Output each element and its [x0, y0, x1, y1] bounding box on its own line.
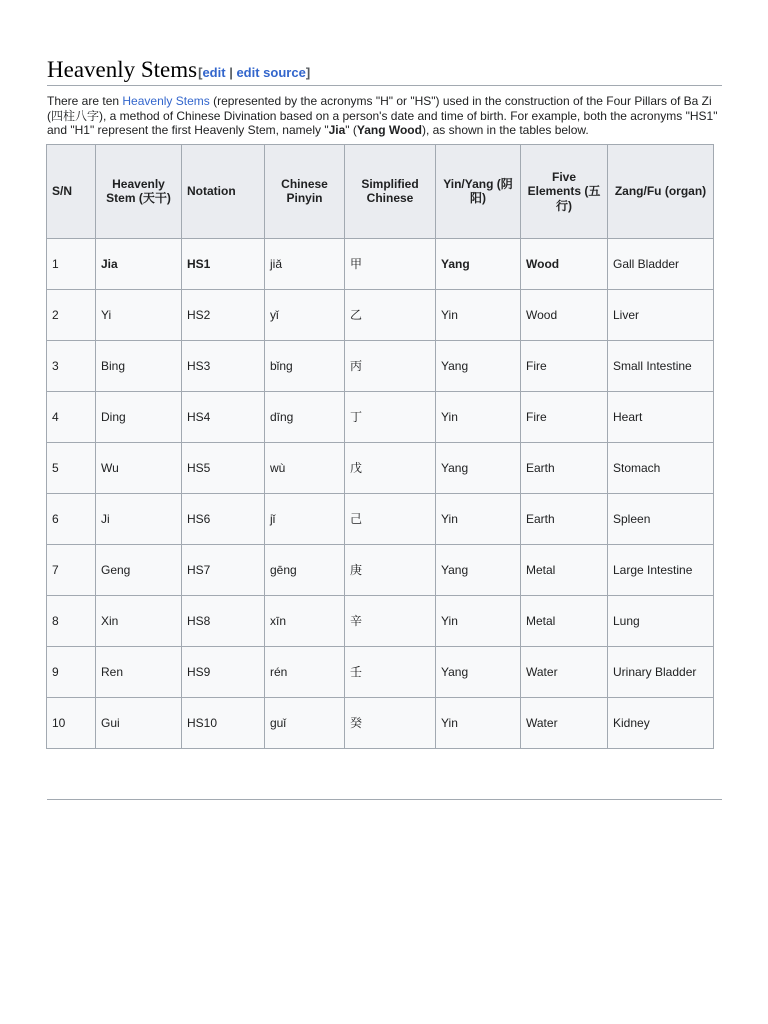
cell-element: Fire — [521, 340, 608, 391]
cell-organ: Stomach — [608, 442, 714, 493]
cell-pinyin: yǐ — [265, 289, 345, 340]
cell-notation: HS10 — [182, 697, 265, 748]
cell-pinyin: rén — [265, 646, 345, 697]
cell-notation: HS1 — [182, 238, 265, 289]
section-title: Heavenly Stems — [47, 57, 198, 82]
cell-pinyin: bǐng — [265, 340, 345, 391]
cell-sn: 4 — [47, 391, 96, 442]
cell-pinyin: guǐ — [265, 697, 345, 748]
cell-yin-yang: Yin — [436, 493, 521, 544]
cell-stem: Gui — [96, 697, 182, 748]
cell-stem: Jia — [96, 238, 182, 289]
cell-notation: HS5 — [182, 442, 265, 493]
cell-yin-yang: Yang — [436, 238, 521, 289]
cell-notation: HS8 — [182, 595, 265, 646]
table-row — [47, 544, 714, 595]
edit-separator: | — [225, 65, 237, 80]
intro-text-3: " ( — [345, 123, 357, 138]
cell-yin-yang: Yang — [436, 544, 521, 595]
cell-yin-yang: Yin — [436, 595, 521, 646]
cell-sn: 6 — [47, 493, 96, 544]
cell-notation: HS6 — [182, 493, 265, 544]
cell-notation: HS3 — [182, 340, 265, 391]
edit-source-link[interactable]: edit source — [236, 65, 306, 80]
cell-organ: Urinary Bladder — [608, 646, 714, 697]
cell-simplified: 乙 — [345, 289, 436, 340]
intro-bold-jia: Jia — [328, 123, 346, 138]
cell-stem: Ding — [96, 391, 182, 442]
cell-organ: Small Intestine — [608, 340, 714, 391]
header-heavenly-stem-label: Heavenly Stem (天干) — [106, 176, 171, 206]
cell-element: Fire — [521, 391, 608, 442]
heavenly-stems-table — [46, 144, 714, 749]
intro-paragraph — [47, 94, 719, 138]
section-divider — [47, 799, 722, 800]
header-heavenly-stem — [96, 144, 182, 238]
cell-simplified: 丁 — [345, 391, 436, 442]
cell-yin-yang: Yang — [436, 646, 521, 697]
cell-stem: Ren — [96, 646, 182, 697]
cell-stem: Bing — [96, 340, 182, 391]
cell-sn: 3 — [47, 340, 96, 391]
cell-stem: Xin — [96, 595, 182, 646]
cell-element: Water — [521, 697, 608, 748]
cell-element: Earth — [521, 493, 608, 544]
header-pinyin-label: Chinese Pinyin — [281, 176, 328, 206]
header-zang-fu-label: Zang/Fu (organ) — [614, 184, 707, 199]
cell-yin-yang: Yang — [436, 340, 521, 391]
table-row — [47, 493, 714, 544]
cell-simplified: 甲 — [345, 238, 436, 289]
table-header-row — [47, 144, 714, 238]
cell-notation: HS9 — [182, 646, 265, 697]
cell-organ: Lung — [608, 595, 714, 646]
cell-pinyin: jiǎ — [265, 238, 345, 289]
cell-sn: 2 — [47, 289, 96, 340]
cell-organ: Spleen — [608, 493, 714, 544]
edit-section-links — [198, 65, 310, 80]
header-yin-yang-label: Yin/Yang (阴阳) — [443, 176, 513, 206]
cell-organ: Liver — [608, 289, 714, 340]
cell-element: Wood — [521, 289, 608, 340]
table-row — [47, 391, 714, 442]
header-five-elements — [521, 144, 608, 238]
table-row — [47, 289, 714, 340]
cell-yin-yang: Yang — [436, 442, 521, 493]
table-row — [47, 646, 714, 697]
cell-organ: Kidney — [608, 697, 714, 748]
header-sn: S/N — [47, 144, 96, 238]
cell-sn: 5 — [47, 442, 96, 493]
heavenly-stems-link[interactable]: Heavenly Stems — [122, 94, 210, 108]
cell-notation: HS2 — [182, 289, 265, 340]
intro-text-4: ), as shown in the tables below. — [421, 123, 589, 138]
cell-pinyin: jǐ — [265, 493, 345, 544]
cell-simplified: 己 — [345, 493, 436, 544]
cell-notation: HS4 — [182, 391, 265, 442]
cell-pinyin: dīng — [265, 391, 345, 442]
cell-simplified: 丙 — [345, 340, 436, 391]
header-notation: Notation — [182, 144, 265, 238]
table-row — [47, 697, 714, 748]
header-pinyin — [265, 144, 345, 238]
cell-sn: 10 — [47, 697, 96, 748]
cell-sn: 9 — [47, 646, 96, 697]
cell-yin-yang: Yin — [436, 289, 521, 340]
table-row — [47, 238, 714, 289]
cell-element: Earth — [521, 442, 608, 493]
cell-element: Metal — [521, 544, 608, 595]
header-yin-yang — [436, 144, 521, 238]
cell-simplified: 庚 — [345, 544, 436, 595]
cell-element: Wood — [521, 238, 608, 289]
intro-bold-yang-wood: Yang Wood — [356, 123, 422, 138]
cell-pinyin: gēng — [265, 544, 345, 595]
intro-text-1: There are ten — [47, 94, 123, 108]
header-simplified-label: Simplified Chinese — [361, 176, 419, 206]
intro-text-2: (represented by the acronyms "H" or "HS") used in the construction of the Four Pillars of Ba Zi (四柱八字), a method of Chinese Divination based on a person's date and time of birth. For example, both the acronyms "HS1" and "H1" represent the first Heavenly Stem, namely " — [47, 94, 718, 138]
cell-pinyin: wù — [265, 442, 345, 493]
section-heading — [47, 56, 722, 86]
header-simplified — [345, 144, 436, 238]
cell-yin-yang: Yin — [436, 697, 521, 748]
cell-simplified: 癸 — [345, 697, 436, 748]
cell-organ: Heart — [608, 391, 714, 442]
cell-stem: Ji — [96, 493, 182, 544]
cell-simplified: 辛 — [345, 595, 436, 646]
cell-sn: 8 — [47, 595, 96, 646]
cell-simplified: 戊 — [345, 442, 436, 493]
header-five-elements-label: Five Elements (五行) — [527, 169, 601, 213]
cell-element: Metal — [521, 595, 608, 646]
cell-sn: 7 — [47, 544, 96, 595]
cell-organ: Large Intestine — [608, 544, 714, 595]
table-row — [47, 340, 714, 391]
article-section — [47, 56, 722, 749]
cell-yin-yang: Yin — [436, 391, 521, 442]
cell-stem: Geng — [96, 544, 182, 595]
cell-sn: 1 — [47, 238, 96, 289]
edit-link[interactable]: edit — [202, 65, 226, 80]
cell-notation: HS7 — [182, 544, 265, 595]
cell-organ: Gall Bladder — [608, 238, 714, 289]
cell-element: Water — [521, 646, 608, 697]
table-row — [47, 442, 714, 493]
edit-close-bracket: ] — [305, 65, 311, 80]
cell-pinyin: xīn — [265, 595, 345, 646]
edit-open-bracket: [ — [198, 65, 203, 80]
table-body — [47, 238, 714, 748]
cell-stem: Yi — [96, 289, 182, 340]
header-zang-fu — [608, 144, 714, 238]
cell-stem: Wu — [96, 442, 182, 493]
table-row — [47, 595, 714, 646]
cell-simplified: 壬 — [345, 646, 436, 697]
